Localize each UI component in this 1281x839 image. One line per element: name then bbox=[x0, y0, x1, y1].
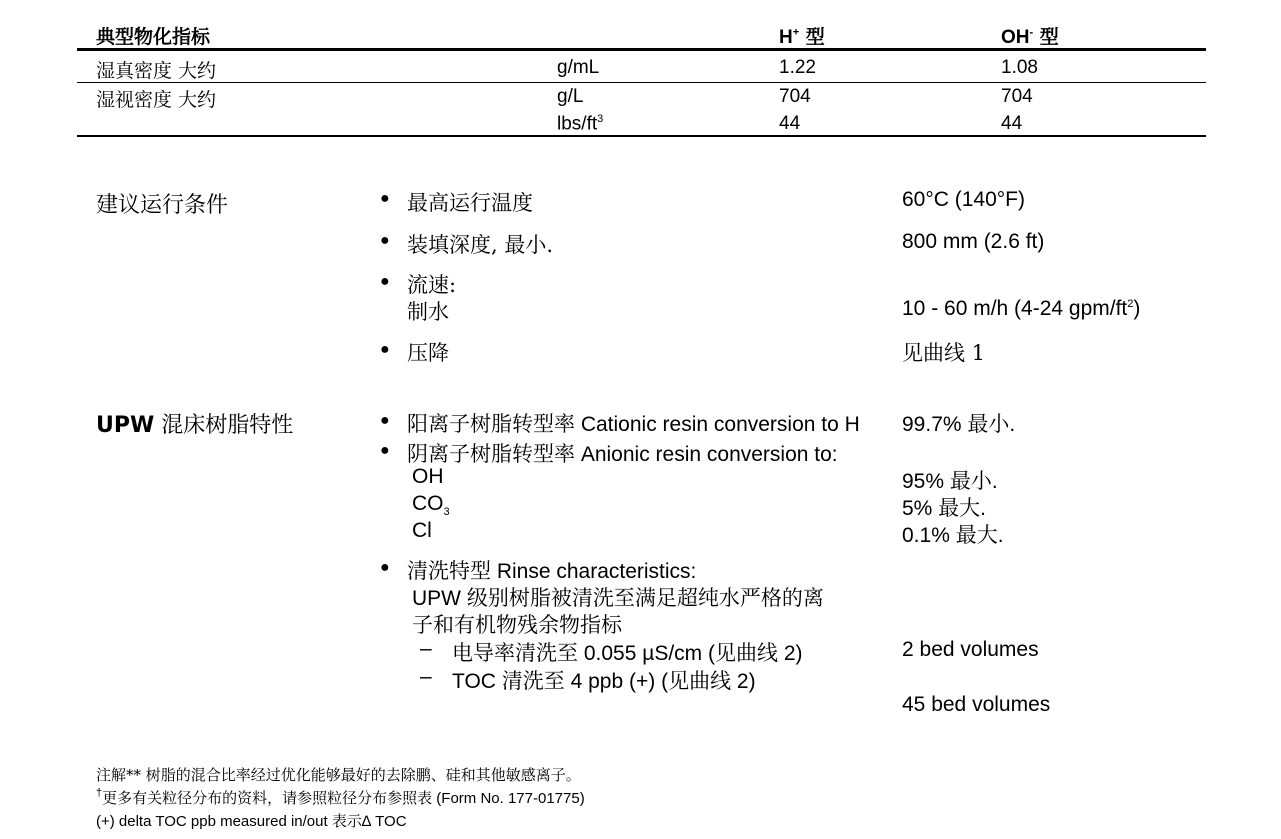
upw-anion-cl-value: 0.1% 最大. bbox=[902, 524, 1004, 547]
bullet-icon: ● bbox=[380, 442, 390, 459]
row-bulk-density-h: 704 bbox=[779, 86, 811, 107]
bullet-icon: ● bbox=[380, 190, 390, 207]
row-true-density-h: 1.22 bbox=[779, 57, 816, 78]
dash-icon: – bbox=[420, 665, 432, 688]
op-flow-value bbox=[902, 297, 1140, 321]
bullet-icon: ● bbox=[380, 559, 390, 576]
row-lbs-unit-main: lbs/ft bbox=[557, 113, 598, 135]
operating-title: 建议运行条件 bbox=[96, 193, 229, 218]
upw-anion-oh-label: OH bbox=[412, 465, 444, 488]
op-max-temp-label: 最高运行温度 bbox=[407, 191, 533, 215]
col-header-oh-sup: - bbox=[1029, 26, 1034, 39]
row-bulk-density-label: 湿视密度 大约 bbox=[96, 89, 217, 111]
bullet-icon: ● bbox=[380, 412, 390, 429]
upw-anion-co3-label bbox=[412, 492, 450, 518]
upw-anion-label: 阴离子树脂转型率 Anionic resin conversion to: bbox=[407, 443, 838, 466]
upw-title bbox=[96, 408, 293, 439]
col-header-h-main: H bbox=[779, 27, 793, 48]
bullet-icon: ● bbox=[380, 273, 390, 290]
op-max-temp-value: 60°C (140°F) bbox=[902, 188, 1026, 211]
op-pressure-value: 见曲线 1 bbox=[902, 341, 986, 365]
row-lbs-unit-sup: 3 bbox=[597, 113, 604, 125]
upw-title-bold: UPW bbox=[96, 413, 155, 438]
table-title: 典型物化指标 bbox=[96, 26, 211, 48]
upw-rinse-desc-1: UPW 级别树脂被清洗至满足超纯水严格的离 bbox=[412, 587, 824, 610]
row-lbs-unit bbox=[557, 113, 603, 135]
row-true-density-label: 湿真密度 大约 bbox=[96, 60, 217, 82]
col-header-h-type: 型 bbox=[799, 26, 825, 48]
note-2-text: 更多有关粒径分布的资料，请参照粒径分布参照表 (Form No. 177-01775) bbox=[102, 790, 585, 807]
bullet-icon: ● bbox=[380, 232, 390, 249]
row-bulk-density-oh: 704 bbox=[1001, 86, 1033, 107]
op-flow-value-end: ) bbox=[1133, 297, 1141, 320]
table-top-rule bbox=[77, 48, 1206, 51]
row-true-density-oh: 1.08 bbox=[1001, 57, 1038, 78]
op-flow-label: 流速: bbox=[407, 273, 457, 297]
upw-rinse-toc-value: 45 bed volumes bbox=[902, 693, 1051, 716]
col-header-oh-main: OH bbox=[1001, 27, 1030, 48]
op-bed-depth-label: 装填深度, 最小. bbox=[407, 233, 554, 257]
op-flow-value-sup: 2 bbox=[1127, 298, 1134, 310]
col-header-oh-type: 型 bbox=[1033, 26, 1059, 48]
upw-anion-cl-label: Cl bbox=[412, 519, 432, 542]
upw-anion-co3-main: CO bbox=[412, 492, 444, 515]
upw-cation-value: 99.7% 最小. bbox=[902, 413, 1016, 436]
upw-anion-co3-value: 5% 最大. bbox=[902, 497, 987, 520]
table-row-divider bbox=[77, 82, 1206, 83]
upw-rinse-desc-2: 子和有机物残余物指标 bbox=[412, 614, 622, 637]
upw-anion-oh-value: 95% 最小. bbox=[902, 470, 998, 493]
row-bulk-density-unit: g/L bbox=[557, 86, 584, 107]
row-true-density-unit: g/mL bbox=[557, 57, 600, 78]
col-header-oh bbox=[1001, 22, 1059, 49]
col-header-h-sup: + bbox=[792, 26, 800, 39]
upw-rinse-conductivity-label: 电导率清洗至 0.055 µS/cm (见曲线 2) bbox=[452, 642, 803, 665]
upw-rinse-conductivity-value: 2 bed volumes bbox=[902, 638, 1039, 661]
note-2-mark: † bbox=[96, 787, 103, 799]
note-3: (+) delta TOC ppb measured in/out 表示∆ TOC bbox=[96, 813, 407, 830]
row-lbs-oh: 44 bbox=[1001, 113, 1023, 134]
bullet-icon: ● bbox=[380, 341, 390, 358]
upw-cation-label: 阳离子树脂转型率 Cationic resin conversion to H bbox=[407, 413, 860, 436]
note-1: 注解** 树脂的混合比率经过优化能够最好的去除鹏、硅和其他敏感离子。 bbox=[96, 766, 581, 784]
upw-anion-co3-sub: 3 bbox=[443, 506, 450, 519]
table-bottom-rule bbox=[77, 135, 1206, 137]
op-pressure-label: 压降 bbox=[407, 341, 449, 365]
upw-rinse-toc-label: TOC 清洗至 4 ppb (+) (见曲线 2) bbox=[452, 670, 756, 693]
col-header-h bbox=[779, 22, 825, 49]
note-2 bbox=[96, 787, 585, 808]
upw-title-rest: 混床树脂特性 bbox=[154, 413, 294, 438]
row-lbs-h: 44 bbox=[779, 113, 801, 134]
upw-rinse-label: 清洗特型 Rinse characteristics: bbox=[407, 560, 697, 583]
op-bed-depth-value: 800 mm (2.6 ft) bbox=[902, 230, 1045, 253]
op-flow-value-main: 10 - 60 m/h (4-24 gpm/ft bbox=[902, 297, 1128, 320]
op-flow-sublabel: 制水 bbox=[407, 300, 449, 324]
dash-icon: – bbox=[420, 637, 432, 660]
